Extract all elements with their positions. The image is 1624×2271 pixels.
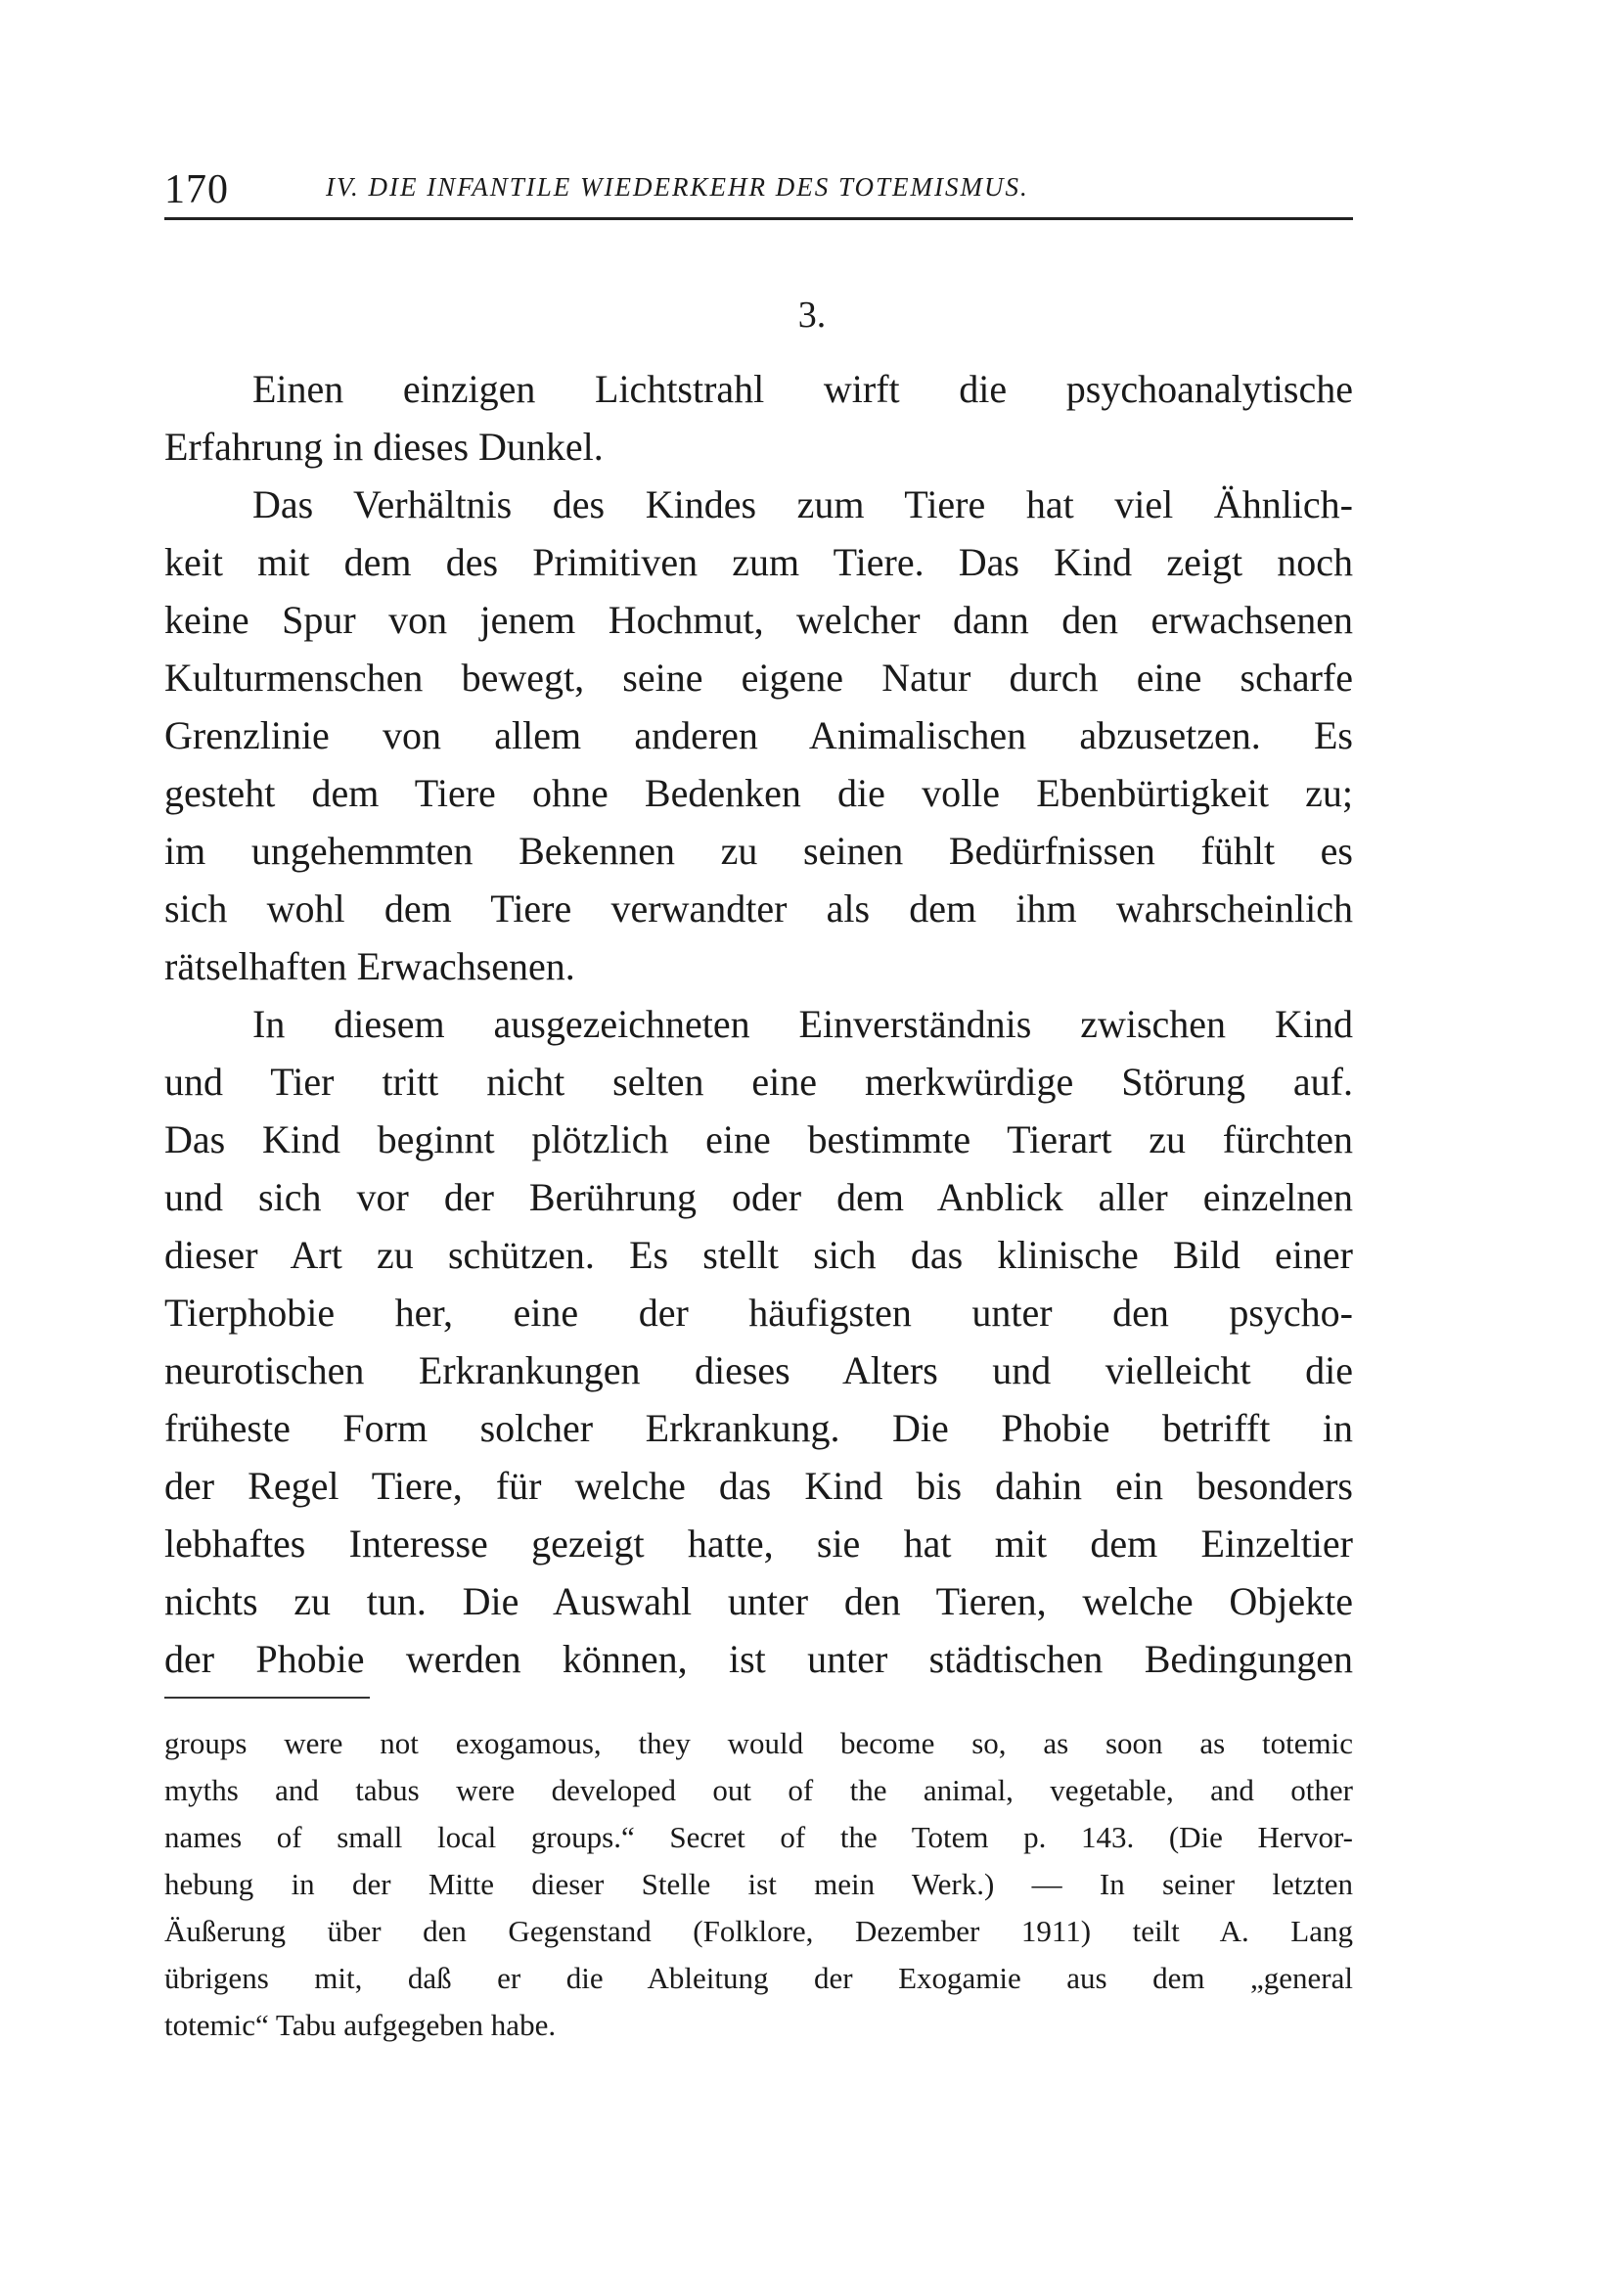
body-line: Einen einzigen Lichtstrahl wirft die psychoanalytische bbox=[252, 367, 1353, 411]
footnote-line: hebung in der Mitte dieser Stelle ist mein Werk.) — In seiner letzten bbox=[164, 1867, 1353, 1901]
body-line: sich wohl dem Tiere verwandter als dem ihm wahrscheinlich bbox=[164, 886, 1353, 931]
section-number: 3. bbox=[797, 295, 827, 336]
running-head: IV. DIE INFANTILE WIEDERKEHR DES TOTEMISMUS. bbox=[326, 172, 1029, 202]
body-line: Tierphobie her, eine der häufigsten unter den psycho- bbox=[164, 1291, 1353, 1335]
footnote-line: myths and tabus were developed out of the animal, vegetable, and other bbox=[164, 1773, 1353, 1807]
body-text bbox=[164, 360, 1353, 1688]
footnote-line: Äußerung über den Gegenstand (Folklore, Dezember 1911) teilt A. Lang bbox=[164, 1914, 1353, 1948]
footnote-line: names of small local groups.“ Secret of the Totem p. 143. (Die Hervor- bbox=[164, 1820, 1353, 1854]
header-rule bbox=[164, 217, 1353, 220]
body-line: Kulturmenschen bewegt, seine eigene Natur durch eine scharfe bbox=[164, 656, 1353, 700]
body-line: In diesem ausgezeichneten Einverständnis zwischen Kind bbox=[252, 1002, 1353, 1046]
footnote-line: groups were not exogamous, they would become so, as soon as totemic bbox=[164, 1726, 1353, 1760]
body-line: keit mit dem des Primitiven zum Tiere. Das Kind zeigt noch bbox=[164, 540, 1353, 584]
body-line: der Phobie werden können, ist unter städtischen Bedingungen bbox=[164, 1637, 1353, 1681]
body-line: Erfahrung in dieses Dunkel. bbox=[164, 425, 604, 469]
body-line: rätselhaften Erwachsenen. bbox=[164, 944, 575, 988]
footnote-line: übrigens mit, daß er die Ableitung der Exogamie aus dem „general bbox=[164, 1961, 1353, 1995]
body-line: Das Kind beginnt plötzlich eine bestimmte Tierart zu fürchten bbox=[164, 1117, 1353, 1161]
body-line: neurotischen Erkrankungen dieses Alters und vielleicht die bbox=[164, 1348, 1353, 1392]
footnote-rule bbox=[164, 1697, 370, 1699]
body-line: nichts zu tun. Die Auswahl unter den Tieren, welche Objekte bbox=[164, 1579, 1353, 1623]
body-line: dieser Art zu schützen. Es stellt sich das klinische Bild einer bbox=[164, 1233, 1353, 1277]
body-line: gesteht dem Tiere ohne Bedenken die volle Ebenbürtigkeit zu; bbox=[164, 771, 1353, 815]
footnote bbox=[164, 1720, 1353, 2049]
body-line: Grenzlinie von allem anderen Animalischen abzusetzen. Es bbox=[164, 713, 1353, 757]
page-number: 170 bbox=[164, 167, 229, 212]
body-line: Das Verhältnis des Kindes zum Tiere hat viel Ähnlich- bbox=[252, 482, 1353, 526]
body-line: im ungehemmten Bekennen zu seinen Bedürfnissen fühlt es bbox=[164, 829, 1353, 873]
footnote-line: totemic“ Tabu aufgegeben habe. bbox=[164, 2008, 557, 2042]
body-line: und sich vor der Berührung oder dem Anblick aller einzelnen bbox=[164, 1175, 1353, 1219]
body-line: der Regel Tiere, für welche das Kind bis dahin ein besonders bbox=[164, 1464, 1353, 1508]
body-line: keine Spur von jenem Hochmut, welcher dann den erwachsenen bbox=[164, 598, 1353, 642]
body-line: und Tier tritt nicht selten eine merkwürdige Störung auf. bbox=[164, 1060, 1353, 1104]
page-header bbox=[164, 164, 1353, 219]
body-line: lebhaftes Interesse gezeigt hatte, sie hat mit dem Einzeltier bbox=[164, 1522, 1353, 1566]
body-line: früheste Form solcher Erkrankung. Die Phobie betrifft in bbox=[164, 1406, 1353, 1450]
